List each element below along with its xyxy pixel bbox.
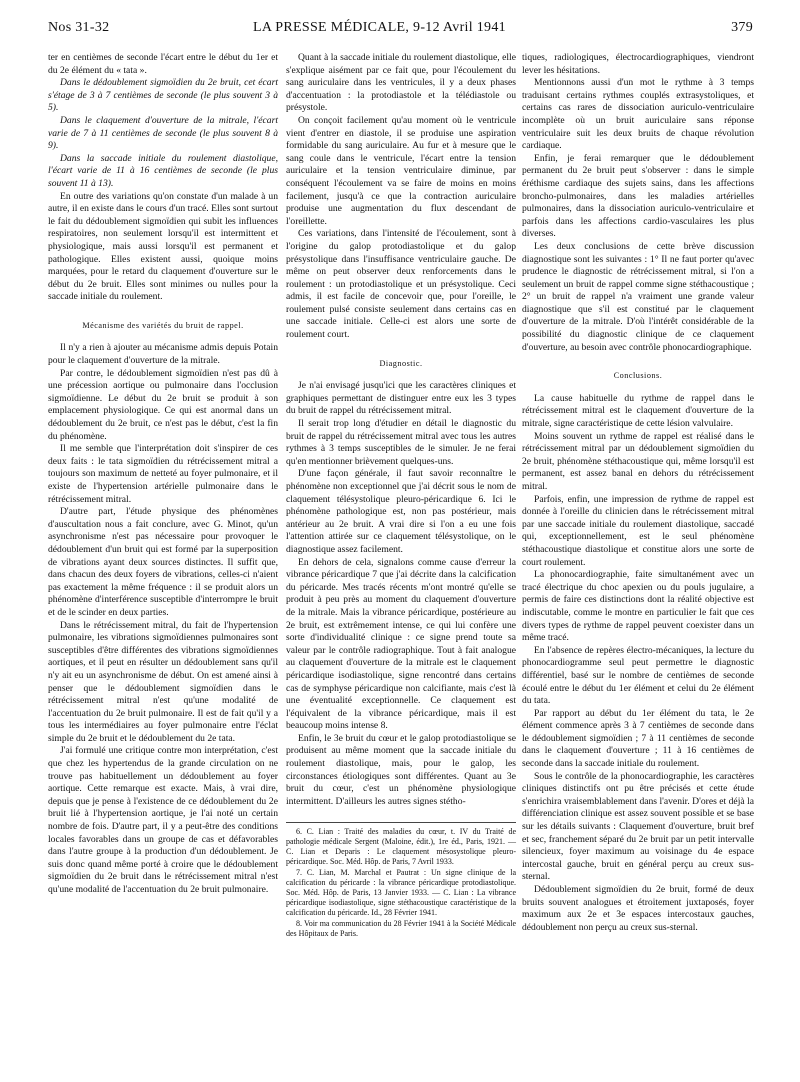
journal-date: LA PRESSE MÉDICALE, 9-12 Avril 1941 xyxy=(253,20,506,35)
paragraph: Ces variations, dans l'intensité de l'écoulement, sont à l'origine du galop protodiastolique et du galop présystolique dans l'insuffisance ventriculaire gauche. De même on peut observer deux renforcements dans le roulement : un protodiastolique et un présystolique. Ceci admis, il est facile de concevoir que, pour l'oreille, le roulement pulsé consiste seulement dans certains cas en une saccade initiale. Celle-ci est alors une sorte de roulement court. xyxy=(286,228,516,341)
column-1 xyxy=(48,52,278,897)
paragraph: Enfin, le 3e bruit du cœur et le galop protodiastolique se produisent au même moment que la saccade initiale du roulement diastolique, mais, pour le galop, les circonstances étiologiques sont différentes. Quant au 3e bruit du cœur, c'est un phénomène physiologique intermittent. D'ailleurs les autres signes stétho- xyxy=(286,732,516,807)
paragraph: Dédoublement sigmoïdien du 2e bruit, formé de deux bruits souvent analogues et étroitement juxtaposés, foyer maximum aux 2e et 3e espaces intercostaux gauches, dédoublement non perçu au creux sus-sternal. xyxy=(522,884,754,933)
section-heading: Diagnostic. xyxy=(379,358,423,368)
paragraph: D'une façon générale, il faut savoir reconnaître le phénomène non exceptionnel que j'ai décrit sous le nom de claquement télésystolique pleuro-péricardique 6. Ici le phénomène pathologique est, non pas postérieur, mais antérieur au 2e bruit. A vrai dire si l'on a eu une fois l'attention attirée sur ce claquement télésystolique, on le diagnostique assez facilement. xyxy=(286,468,516,555)
paragraph: Dans la saccade initiale du roulement diastolique, l'écart varie de 11 à 16 centièmes de seconde (le plus souvent 11 à 13). xyxy=(48,152,278,189)
paragraph: J'ai formulé une critique contre mon interprétation, c'est que chez les hypertendus de la grande circulation on ne trouve pas habituellement un dédoublement au foyer aortique. Cette remarque est exacte. Mais, à vrai dire, depuis que je pense à l'existence de ce dédoublement du 2e bruit lié à l'hypertension aortique, je l'ai noté un certain nombre de fois. D'autre part, il y a peut-être des conditions locales favorables dans un groupe de cas et défavorables dans l'autre groupe à la production d'un dédoublement. Je suis donc quand même porté à croire que le dédoublement sigmoïdien du 2e bruit dans le rétrécissement mitral n'est qu'une modalité de l'accentuation du 2e bruit pulmonaire. xyxy=(48,745,278,895)
paragraph: Dans le rétrécissement mitral, du fait de l'hypertension pulmonaire, les vibrations sigmoïdiennes pulmonaires sont susceptibles d'être différentes des vibrations sigmoïdiennes aortiques, et il peut en résulter un dédoublement sans qu'il n'y ait eu un asynchronisme de début. On est amené ainsi à penser que le dédoublement sigmoïdien dans le rétrécissement mitral n'est qu'une modalité de l'accentuation du 2e bruit pulmonaire. Il est de fait qu'il y a tous les intermédiaires au foyer pulmonaire entre l'éclat simple du 2e bruit et le dédoublement du 2e tata. xyxy=(48,619,278,744)
paragraph: Je n'ai envisagé jusqu'ici que les caractères cliniques et graphiques permettant de distinguer entre eux les 3 types du bruit de rappel du rétrécissement mitral. xyxy=(286,380,516,417)
paragraph: Il serait trop long d'étudier en détail le diagnostic du bruit de rappel du rétrécissement mitral avec tous les autres rythmes à 3 temps susceptibles de le simuler. Je ne ferai qu'en mentionner brièvement quelques-uns. xyxy=(286,418,516,467)
paragraph: En l'absence de repères électro-mécaniques, la lecture du phonocardiogramme seul peut permettre le diagnostic différentiel, basé sur le nombre de centièmes de seconde écoulé entre le début du 1er élément et celui du 2e élément du tata. xyxy=(522,644,754,707)
paragraph: En dehors de cela, signalons comme cause d'erreur la vibrance péricardique 7 que j'ai décrite dans la calcification du péricarde. Mes tracés récents m'ont montré qu'elle se produit à peu près au moment du claquement d'ouverture de la mitrale. Mais la vibrance péricardique, postérieure au 2e bruit, est extrêmement intense, ce qui lui confère une sorte d'individualité clinique : ce signe prend toute sa valeur par le contrôle radiographique. Tout à fait analogue au claquement d'ouverture de la mitrale est le claquement péricardique isodiastolique, signe rencontré dans certains cas de symphyse péricardique non calcifiante, mais c'est là une éventualité exceptionnelle. Ce claquement est l'équivalent de la vibrance péricardique, mais il est beaucoup moins intense 8. xyxy=(286,556,516,732)
page-number: 379 xyxy=(731,20,753,35)
paragraph: Dans le claquement d'ouverture de la mitrale, l'écart varie de 7 à 11 centièmes de seconde (le plus souvent 8 à 9). xyxy=(48,114,278,152)
paragraph: En outre des variations qu'on constate d'un malade à un autre, il en existe dans le cours d'un tracé. Elles sont surtout le fait du dédoublement sigmoïdien qui subit les influences respiratoires, non seulement lorsqu'il est intermittent et physiologique, mais aussi lorsqu'il est permanent et pathologique. Elles existent aussi, quoique moins marquées, pour le retard du claquement d'ouverture sur le début du 2e bruit. Elles sont minimes ou nulles pour la saccade initiale du roulement. xyxy=(48,190,278,303)
paragraph: Il me semble que l'interprétation doit s'inspirer de ces deux faits : le tata sigmoïdien du rétrécissement mitral a toujours son maximum de netteté au foyer pulmonaire, et il existe de l'hypertension artérielle pulmonaire dans le rétrécissement mitral. xyxy=(48,443,278,505)
paragraph: Moins souvent un rythme de rappel est réalisé dans le rétrécissement mitral par un dédoublement sigmoïdien du 2e bruit, phénomène stéthacoustique qui, même lorsqu'il est permanent, est assez banal en dehors du rétrécissement mitral. xyxy=(522,430,754,492)
issue-number: Nos 31-32 xyxy=(48,20,110,35)
paragraph: La phonocardiographie, faite simultanément avec un tracé électrique du choc apexien ou du pouls jugulaire, a permis de faire ces distinctions dont la réalité objective est indiscutable, comme le montre en particulier le fait que ces divers types de rythme de rappel peuvent coexister dans un même tracé. xyxy=(522,569,754,644)
footnote: 8. Voir ma communication du 28 Février 1941 à la Société Médicale des Hôpitaux de Paris. xyxy=(286,919,516,939)
paragraph: Parfois, enfin, une impression de rythme de rappel est donnée à l'oreille du clinicien dans le rétrécissement mitral par une saccade initiale du roulement diastolique, saccadé qui, exceptionnellement, est le seul phénomène stéthacoustique diastolique et constitue alors une sorte de court roulement. xyxy=(522,493,754,568)
paragraph: On conçoit facilement qu'au moment où le ventricule vient d'entrer en diastole, il se produise une aspiration formidable du sang auriculaire. Au fur et à mesure que le sang coule dans le ventricule, l'écart entre la tension auriculaire et la tension ventriculaire diminue, par conséquent l'écoulement va se faire de moins en moins facilement, jusqu'à ce que la contraction auriculaire produise une augmentation du flux descendant de l'oreillette. xyxy=(286,114,516,227)
paragraph: Mentionnons aussi d'un mot le rythme à 3 temps traduisant certains rythmes couplés extrasystoliques, et certains cas rares de dissociation auriculo-ventriculaire incomplète où un bruit auriculaire sans réponse ventriculaire suit les deux bruits de chaque révolution cardiaque. xyxy=(522,77,754,152)
running-header xyxy=(48,20,753,38)
paragraph: Quant à la saccade initiale du roulement diastolique, elle s'explique aisément par ce fait que, pour l'écoulement du sang auriculaire dans les ventricules, il y a deux phases d'accentuation : la protodiastole et la télédiastole ou présystole. xyxy=(286,52,516,114)
column-2 xyxy=(286,52,516,940)
paragraph: Les deux conclusions de cette brève discussion diagnostique sont les suivantes : 1° Il ne faut porter qu'avec prudence le diagnostic de rétrécissement mitral, si l'on a seulement un bruit de rappel comme signe stéthacoustique ; 2° un bruit de rappel n'a vraiment une grande valeur diagnostique que s'il est constitué par le claquement d'ouverture de la mitrale. D'où l'intérêt considérable de la possibilité du diagnostic clinique de ce claquement d'ouverture, au besoin avec contrôle phonocardiographique. xyxy=(522,240,754,353)
paragraph: Il n'y a rien à ajouter au mécanisme admis depuis Potain pour le claquement d'ouverture de la mitrale. xyxy=(48,342,278,367)
paragraph: Dans le dédoublement sigmoïdien du 2e bruit, cet écart s'étage de 3 à 7 centièmes de seconde (le plus souvent 3 à 5). xyxy=(48,77,278,114)
footnotes xyxy=(286,822,516,939)
footnote: 7. C. Lian, M. Marchal et Pautrat : Un signe clinique de la calcification du péricarde : la vibrance péricardique protodiastolique. Soc. Méd. Hôp. de Paris, 13 Janvier 1933. — C. Lian : La vibrance péricardique isodiastolique, signe stéthacoustique caractéristique de la calcification du péricarde. Id., 28 Février 1941. xyxy=(286,868,516,918)
paragraph: Par contre, le dédoublement sigmoïdien n'est pas dû à une précession aortique ou pulmonaire dans l'occlusion sigmoïdienne. Le début du 2e bruit se produit à son emplacement physiologique. Ce qui est anormal dans un dédoublement du 2e bruit, ce n'est pas le début, c'est la fin du phénomène. xyxy=(48,367,278,442)
section-heading: Conclusions. xyxy=(613,371,663,381)
paragraph: ter en centièmes de seconde l'écart entre le début du 1er et du 2e élément du « tata ». xyxy=(48,52,278,76)
section-heading: Mécanisme des variétés du bruit de rappel. xyxy=(82,320,244,330)
paragraph: D'autre part, l'étude physique des phénomènes d'auscultation nous a fait conclure, avec G. Minot, qu'un asynchronisme n'est pas nécessaire pour provoquer le dédoublement d'un bruit qui est formé par la superposition de vibrations ayant deux sources distinctes. Il suffit que, dans chacun des deux foyers de vibrations, celles-ci n'aient pas exactement la même fréquence : il se produit alors un phénomène d'interférence susceptible d'interrompre le bruit et de le scinder en deux parties. xyxy=(48,506,278,618)
paragraph: Enfin, je ferai remarquer que le dédoublement permanent du 2e bruit peut s'observer : dans le simple éréthisme cardiaque des sujets sains, dans les affections broncho-pulmonaires, dans les maladies artérielles pulmonaires, dans la dissociation auriculo-ventriculaire et parfois dans les affections cardio-vasculaires les plus diverses. xyxy=(522,152,754,240)
paragraph: Sous le contrôle de la phonocardiographie, les caractères cliniques distinctifs ont pu être précisés et cette étude s'enrichira vraisemblablement dans l'avenir. D'ores et déjà la différenciation clinique est assez souvent possible et se base sur les détails suivants : Claquement d'ouverture, bruit bref et sec, franchement séparé du 2e bruit par un petit intervalle silencieux, foyer maximum au voisinage du 4e espace intercostal gauche, bruit en général perçu au creux sus-sternal. xyxy=(522,770,754,883)
paragraph: tiques, radiologiques, électrocardiographiques, viendront lever les hésitations. xyxy=(522,52,754,76)
column-3 xyxy=(522,52,754,934)
paragraph: Par rapport au début du 1er élément du tata, le 2e élément commence après 3 à 7 centièmes de seconde dans le dédoublement sigmoïdien ; 7 à 11 centièmes de seconde dans le claquement d'ouverture ; 11 à 16 centièmes de seconde dans la saccade initiale du roulement. xyxy=(522,707,754,770)
paragraph: La cause habituelle du rythme de rappel dans le rétrécissement mitral est le claquement d'ouverture de la mitrale, signe caractéristique de cette lésion valvulaire. xyxy=(522,392,754,430)
footnote: 6. C. Lian : Traité des maladies du cœur, t. IV du Traité de pathologie médicale Sergent (Maloine, édit.), 1re éd., Paris, 1921. — C. Lian et Deparis : Le claquement mésosystolique pleuro-péricardique. Soc. Méd. Hôp. de Paris, 7 Avril 1933. xyxy=(286,827,516,867)
